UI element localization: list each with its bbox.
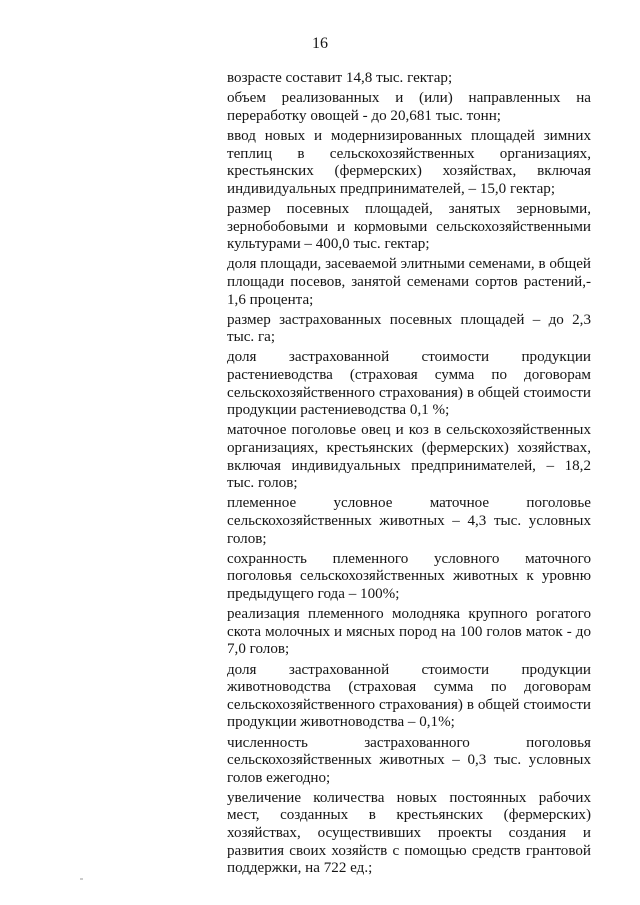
paragraph-6: размер застрахованных посевных площадей – до 2,3 тыс. га;: [227, 311, 591, 346]
paragraph-2: объем реализованных и (или) направленных на переработку овощей - до 20,681 тыс. тонн;: [227, 90, 591, 124]
paragraph-13: численность застрахованного поголовья сельскохозяйственных животных – 0,3 тыс. условных голов ежегодно;: [227, 734, 591, 786]
paragraph-7: доля застрахованной стоимости продукции растениеводства (страховая сумма по договорам сельскохозяйственного страхования) в общей стоимости продукции растениеводства 0,1 %;: [227, 349, 591, 419]
paragraph-9: племенное условное маточное поголовье сельскохозяйственных животных – 4,3 тыс. условных голов;: [227, 495, 591, 547]
paragraph-5: доля площади, засеваемой элитными семенами, в общей площади посевов, занятой семенами сортов растений,- 1,6 процента;: [227, 256, 591, 308]
paragraph-8: маточное поголовье овец и коз в сельскохозяйственных организациях, крестьянских (фермерских) хозяйствах, включая индивидуальных предпринимателей, – 18,2 тыс. голов;: [227, 422, 591, 492]
paragraph-1: возрасте составит 14,8 тыс. гектар;: [227, 70, 453, 86]
paragraph-4: размер посевных площадей, занятых зерновыми, зернобобовыми и кормовыми сельскохозяйственными культурами – 400,0 тыс. гектар;: [227, 200, 591, 253]
paragraph-3: ввод новых и модернизированных площадей зимних теплиц в сельскохозяйственных организациях, крестьянских (фермерских) хозяйствах, включая индивидуальных предпринимателей, – 15,0 гектар;: [227, 127, 591, 197]
paragraph-10: сохранность племенного условного маточного поголовья сельскохозяйственных животных к уровню предыдущего года – 100%;: [227, 550, 591, 602]
scan-speck: [80, 878, 83, 880]
paragraph-11: реализация племенного молодняка крупного рогатого скота молочных и мясных пород на 100 голов маток - до 7,0 голов;: [227, 606, 591, 658]
paragraph-12: доля застрахованной стоимости продукции животноводства (страховая сумма по договорам сельскохозяйственного страхования) в общей стоимости продукции животноводства – 0,1%;: [227, 661, 591, 731]
paragraph-14: увеличение количества новых постоянных рабочих мест, созданных в крестьянских (фермерских) хозяйствах, осуществивших проекты создания и развития своих хозяйств с помощью средств грантовой поддержки, на 722 ед.;: [227, 789, 591, 877]
page-number: 16: [312, 35, 328, 52]
document-body: [227, 70, 591, 878]
